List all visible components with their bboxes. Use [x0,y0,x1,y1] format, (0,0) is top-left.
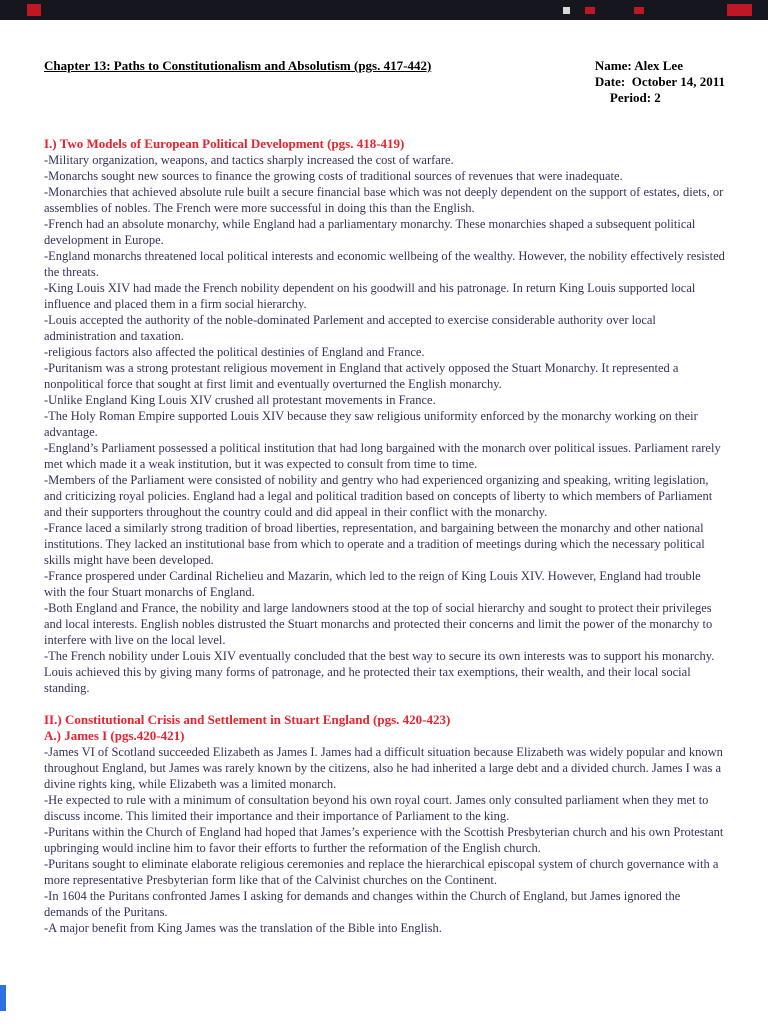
note-line: -England monarchs threatened local political interests and economic wellbeing of the wealthy. However, the nobility effectively resisted the threats. [44,249,725,279]
toolbar-red-dash-icon[interactable] [585,7,595,14]
section-heading: II.) Constitutional Crisis and Settlement in Stuart England (pgs. 420-423) [44,712,451,727]
page-edge-marker [0,985,6,1011]
note-line: -French had an absolute monarchy, while England had a parliamentary monarchy. These monarchies shaped a subsequent political development in Europe. [44,217,696,247]
note-line: -In 1604 the Puritans confronted James I asking for demands and changes within the Church of England, but James ignored the demands of the Puritans. [44,889,681,919]
document-page [0,20,768,1024]
note-line: -France prospered under Cardinal Richelieu and Mazarin, which led to the reign of King Louis XIV. However, England had trouble with the four Stuart monarchs of England. [44,569,701,599]
note-line: -Monarchs sought new sources to finance the growing costs of traditional sources of revenues that were inadequate. [44,169,623,183]
page-content [44,58,725,936]
document-header [44,58,725,106]
section-constitutional-crisis [44,712,725,936]
note-line: -King Louis XIV had made the French nobility dependent on his goodwill and his patronage. In return King Louis supported local influence and placed them in a firm social hierarchy. [44,281,696,311]
toolbar-red-dash2-icon[interactable] [634,7,644,14]
section-notes [44,744,725,936]
note-line: -Monarchies that achieved absolute rule built a secure financial base which was not deeply dependent on the support of estates, diets, or assemblies of nobles. The French were more successful in doing this than the English. [44,185,724,215]
note-line: -Unlike England King Louis XIV crushed all protestant movements in France. [44,393,436,407]
section-two-models [44,136,725,696]
note-line: -A major benefit from King James was the translation of the Bible into English. [44,921,442,935]
note-line: -Members of the Parliament were consisted of nobility and gentry who had experienced organizing and speaking, writing legislation, and criticizing royal policies. England had a legal and political tradition based on concepts of liberty to which members of Parliament and their supporters throughout the country could and did appeal in their conflict with the monarchy. [44,473,713,519]
note-line: -The Holy Roman Empire supported Louis XIV because they saw religious uniformity enforced by the monarchy working on their advantage. [44,409,698,439]
note-line: -Puritans within the Church of England had hoped that James’s experience with the Scottish Presbyterian church and his own Protestant upbringing would incline him to favor their efforts to further the reformation of the English church. [44,825,724,855]
note-line: -England’s Parliament possessed a political institution that had long bargained with the monarch over political issues. Parliament rarely met which made it a weak institution, but it was expected to consult from time to time. [44,441,721,471]
student-name: Name: Alex Lee [594,58,683,73]
chapter-title: Chapter 13: Paths to Constitutionalism and Absolutism (pgs. 417-442) [44,58,432,73]
note-line: -Louis accepted the authority of the noble-dominated Parlement and accepted to exercise considerable authority over local administration and taxation. [44,313,656,343]
toolbar-white-dot-icon[interactable] [563,7,570,14]
note-line: -France laced a similarly strong tradition of broad liberties, representation, and bargaining between the monarchy and other national institutions. They lacked an institutional base from which to operate and a tradition of meetings during which the necessary political skills might have been developed. [44,521,705,567]
viewer-toolbar [0,0,768,21]
note-line: -Puritanism was a strong protestant religious movement in England that actively opposed the Stuart Monarchy. It represented a nonpolitical force that sought at first limit and eventually overturned the English monarchy. [44,361,679,391]
note-line: -religious factors also affected the political destinies of England and France. [44,345,425,359]
note-line: -Both England and France, the nobility and large landowners stood at the top of social hierarchy and sought to protect their privileges and local interests. English nobles distrusted the Stuart monarchs and protected their concerns and limit the power of the monarchy to interfere with live on the local level. [44,601,713,647]
student-meta-block [595,58,725,106]
toolbar-left-red-icon[interactable] [27,4,41,16]
toolbar-right-red-icon[interactable] [727,4,752,16]
subsection-heading-james-i: A.) James I (pgs.420-421) [44,728,185,743]
document-date: Date: October 14, 2011 [594,74,725,89]
note-line: -He expected to rule with a minimum of consultation beyond his own royal court. James only consulted parliament when they met to discuss income. This limited their importance and their importance of Parliament to the king. [44,793,709,823]
note-line: -Military organization, weapons, and tactics sharply increased the cost of warfare. [44,153,454,167]
section-notes [44,152,725,696]
class-period: Period: 2 [609,90,661,105]
note-line: -The French nobility under Louis XIV eventually concluded that the best way to secure its own interests was to support his monarchy. Louis achieved this by giving many forms of patronage, and he protected their tax exemptions, their wealth, and their local social standing. [44,649,715,695]
section-heading: I.) Two Models of European Political Development (pgs. 418-419) [44,136,405,151]
note-line: -Puritans sought to eliminate elaborate religious ceremonies and replace the hierarchical episcopal system of church governance with a more representative Presbyterian form like that of the Calvinist churches on the Continent. [44,857,719,887]
note-line: -James VI of Scotland succeeded Elizabeth as James I. James had a difficult situation because Elizabeth was widely popular and known throughout England, but James was rarely known by the citizens, also he had inherited a large debt and a divided church. James I was a divine rights king, while Elizabeth was a limited monarch. [44,745,723,791]
